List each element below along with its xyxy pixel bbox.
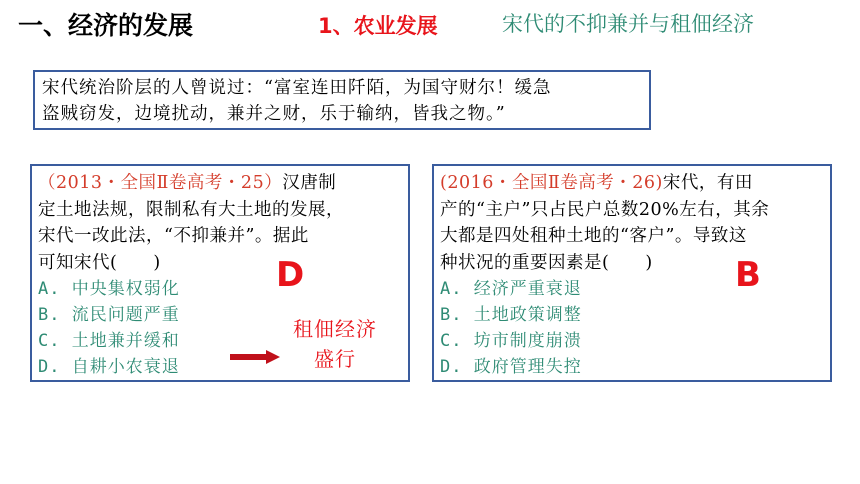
question-1-option-a: A. 中央集权弱化 [38, 279, 180, 299]
question-2-option-d: D. 政府管理失控 [440, 357, 582, 377]
question-2-stem-line: 大都是四处租种土地的“客户”。导致这 [440, 226, 747, 246]
question-1-answer: D [276, 255, 305, 295]
question-1-stem-line: 定土地法规，限制私有大土地的发展， [38, 199, 344, 220]
question-2-source: (2016・全国Ⅱ卷高考・26) [440, 173, 663, 193]
annotation-line: 盛行 [314, 347, 356, 371]
quote-line: 宋代统治阶层的人曾说过：“富室连田阡陌，为国守财尔！缓急 [42, 78, 552, 98]
question-1-option-c: C. 土地兼并缓和 [38, 331, 180, 351]
annotation-line: 租佃经济 [293, 317, 377, 341]
arrow-right-icon [230, 350, 280, 364]
question-1-option-b: B. 流民问题严重 [38, 305, 180, 325]
annotation-note [280, 314, 390, 374]
question-2-stem [440, 170, 824, 197]
question-1-stem [38, 170, 402, 197]
question-2-stem-line: 种状况的重要因素是( ) [440, 252, 653, 273]
question-1-stem-line: 可知宋代( ) [38, 252, 161, 273]
section-title: 一、经济的发展 [18, 11, 194, 40]
question-2-option-c: C. 坊市制度崩溃 [440, 331, 582, 351]
question-1-option-d: D. 自耕小农衰退 [38, 357, 180, 377]
quote-line: 盗贼窃发，边境扰动，兼并之财，乐于输纳，皆我之物。” [42, 104, 506, 124]
question-1-source: （2013・全国Ⅱ卷高考・25） [38, 173, 283, 193]
question-2-option-b: B. 土地政策调整 [440, 305, 582, 325]
question-2-stem-line: 产的“主户”只占民户总数20%左右，其余 [440, 199, 770, 220]
question-2-box [432, 164, 832, 382]
question-1-stem-line: 汉唐制 [282, 173, 337, 193]
question-2-option-a: A. 经济严重衰退 [440, 279, 582, 299]
topic-title: 宋代的不抑兼并与租佃经济 [502, 12, 754, 36]
question-2-answer: B [735, 255, 761, 295]
subsection-title: 1、农业发展 [318, 14, 438, 38]
question-2-stem-line: 宋代，有田 [662, 173, 753, 193]
quote-box [33, 70, 651, 130]
question-1-stem-line: 宋代一改此法，“不抑兼并”。据此 [38, 226, 309, 246]
